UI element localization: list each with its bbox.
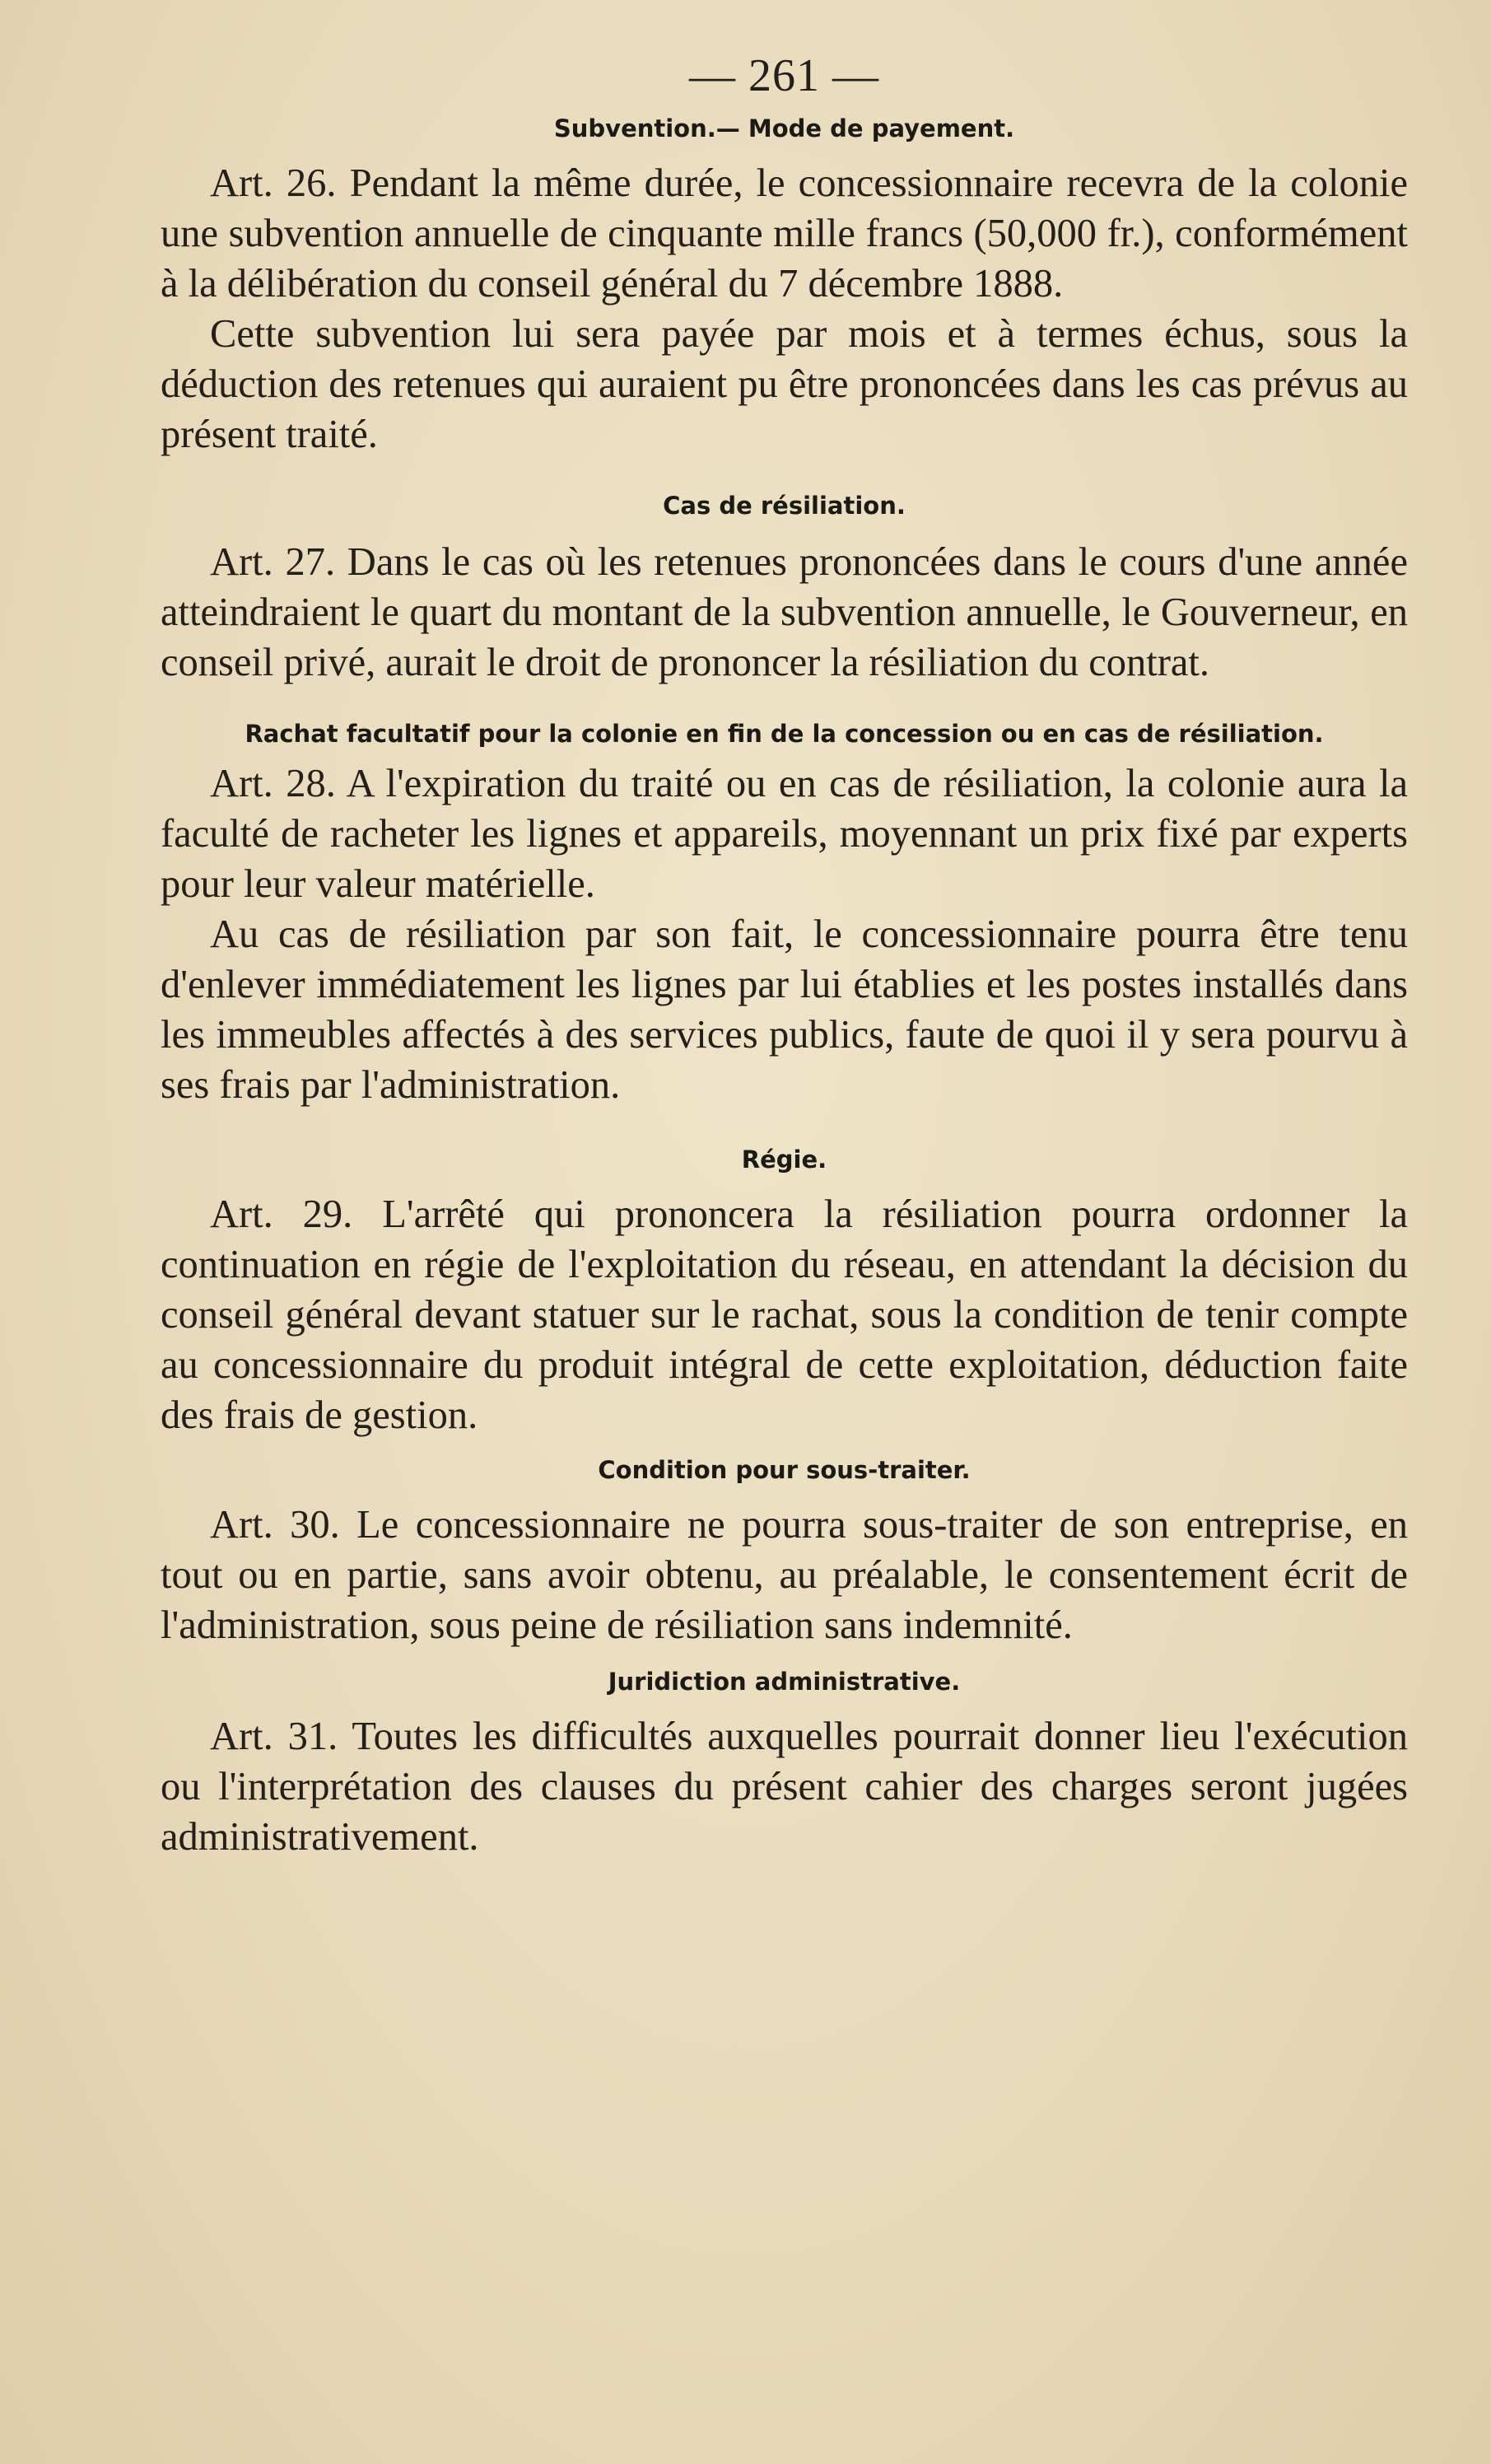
article-31: Art. 31. Toutes les difficultés auxquelles pourrait donner lieu l'exécution ou l'interprétation des clauses du présent cahier des charges seront jugées administrativement. [161, 1715, 1408, 1859]
article-26-paragraph-2: Cette subvention lui sera payée par mois et à termes échus, sous la déduction des retenues qui auraient pu être prononcées dans les cas prévus au présent traité. [161, 312, 1408, 456]
section-regie [161, 1189, 1408, 1440]
section-resiliation [161, 537, 1408, 688]
heading-rachat: Rachat facultatif pour la colonie en fin de la concession ou en cas de résiliation. [245, 720, 1324, 748]
heading-juridiction: Juridiction administrative. [608, 1668, 961, 1696]
heading-regie: Régie. [741, 1146, 827, 1174]
document-page [161, 49, 1408, 1862]
page-number: — 261 — [689, 50, 879, 101]
heading-condition: Condition pour sous-traiter. [598, 1456, 971, 1484]
article-28-paragraph-2: Au cas de résiliation par son fait, le concessionnaire pourra être tenu d'enlever immédiatement les lignes par lui établies et les postes installés dans les immeubles affectés à des services publics, faute de quoi il y sera pourvu à ses frais par l'administration. [161, 912, 1408, 1107]
article-26: Art. 26. Pendant la même durée, le concessionnaire recevra de la colonie une subvention annuelle de cinquante mille francs (50,000 fr.), conformément à la délibération du conseil général du 7 décembre 1888. [161, 161, 1408, 306]
article-28: Art. 28. A l'expiration du traité ou en cas de résiliation, la colonie aura la faculté de racheter les lignes et appareils, moyennant un prix fixé par experts pour leur valeur matérielle. [161, 762, 1408, 906]
article-29: Art. 29. L'arrêté qui prononcera la résiliation pourra ordonner la continuation en régie de l'exploitation du réseau, en attendant la décision du conseil général devant statuer sur le rachat, sous la condition de tenir compte au concessionnaire du produit intégral de cette exploitation, déduction faite des frais de gestion. [161, 1192, 1408, 1437]
section-subvention [161, 158, 1408, 460]
section-condition [161, 1500, 1408, 1650]
heading-subvention: Subvention.— Mode de payement. [553, 114, 1015, 142]
heading-resiliation: Cas de résiliation. [663, 492, 906, 520]
section-juridiction [161, 1711, 1408, 1862]
section-rachat [161, 758, 1408, 1110]
article-27: Art. 27. Dans le cas où les retenues prononcées dans le cours d'une année atteindraient le quart du montant de la subvention annuelle, le Gouverneur, en conseil privé, aurait le droit de prononcer la résiliation du contrat. [161, 540, 1408, 684]
article-30: Art. 30. Le concessionnaire ne pourra sous-traiter de son entreprise, en tout ou en partie, sans avoir obtenu, au préalable, le consentement écrit de l'administration, sous peine de résiliation sans indemnité. [161, 1503, 1408, 1647]
